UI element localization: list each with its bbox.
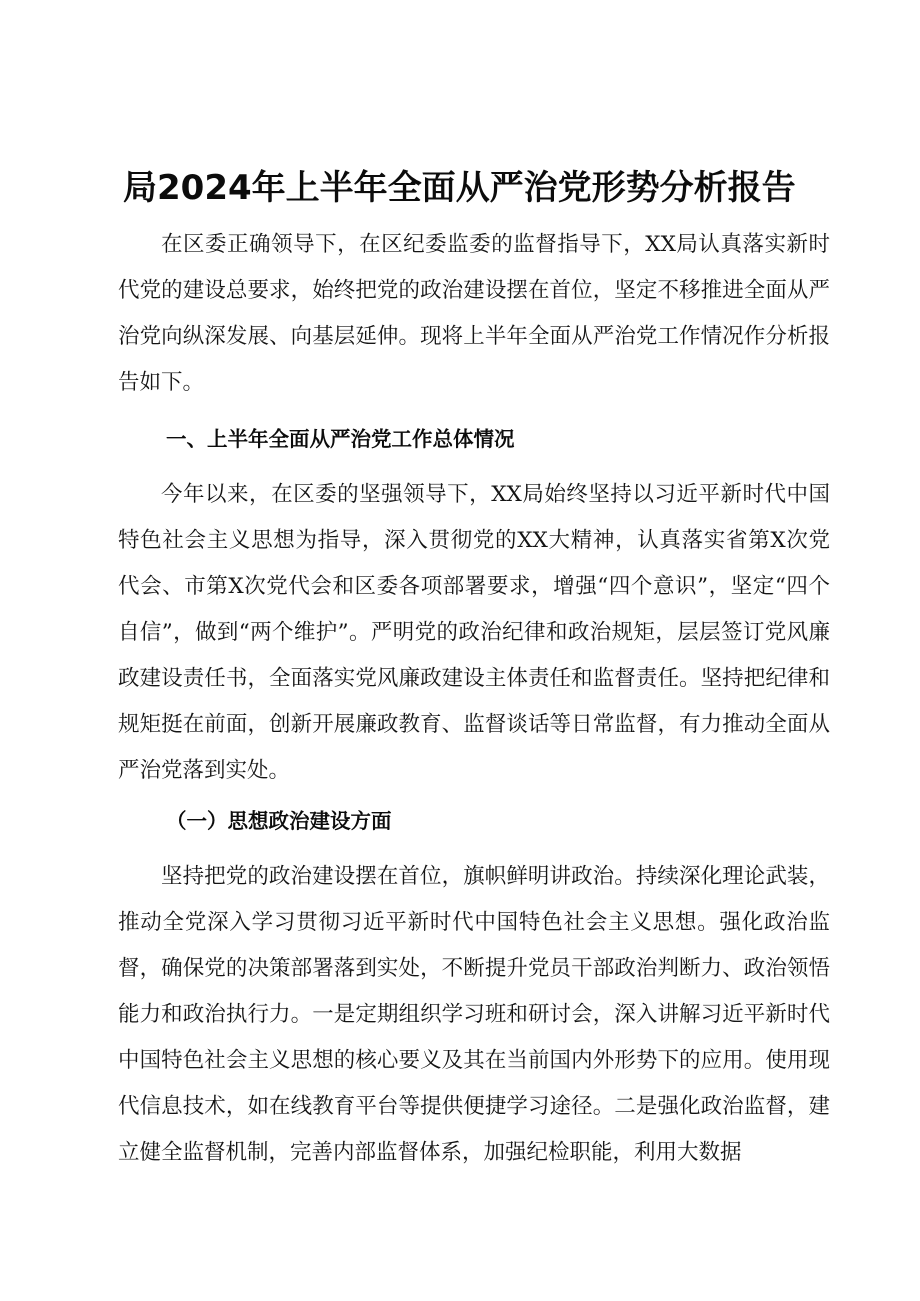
- subsection-heading-1: （一）思想政治建设方面: [166, 809, 392, 833]
- document-body: [118, 222, 830, 1176]
- document-title: 局2024年上半年全面从严治党形势分析报告: [123, 168, 796, 208]
- subsection-paragraph-1: 坚持把党的政治建设摆在首位，旗帜鲜明讲政治。持续深化理论武装，推动全党深入学习贯彻习近平新时代中国特色社会主义思想。强化政治监督，确保党的决策部署落到实处，不断提升党员干部政治判断力、政治领悟能力和政治执行力。一是定期组织学习班和研讨会，深入讲解习近平新时代中国特色社会主义思想的核心要义及其在当前国内外形势下的应用。使用现代信息技术，如在线教育平台等提供便捷学习途径。二是强化政治监督，建立健全监督机制，完善内部监督体系，加强纪检职能，利用大数据: [118, 864, 830, 1165]
- spacer: [118, 406, 830, 412]
- intro-paragraph: 在区委正确领导下，在区纪委监委的监督指导下，XX局认真落实新时代党的建设总要求，始终把党的政治建设摆在首位，坚定不移推进全面从严治党向纵深发展、向基层延伸。现将上半年全面从严治党工作情况作分析报告如下。: [118, 232, 830, 395]
- section-paragraph-1: 今年以来，在区委的坚强领导下，XX局始终坚持以习近平新时代中国特色社会主义思想为指导，深入贯彻党的XX大精神，认真落实省第X次党代会、市第X次党代会和区委各项部署要求，增强“四个意识”，坚定“四个自信”，做到“两个维护”。严明党的政治纪律和政治规矩，层层签订党风廉政建设责任书，全面落实党风廉政建设主体责任和监督责任。坚持把纪律和规矩挺在前面，创新开展廉政教育、监督谈话等日常监督，有力推动全面从严治党落到实处。: [118, 482, 830, 783]
- section-heading-1: 一、上半年全面从严治党工作总体情况: [166, 427, 515, 451]
